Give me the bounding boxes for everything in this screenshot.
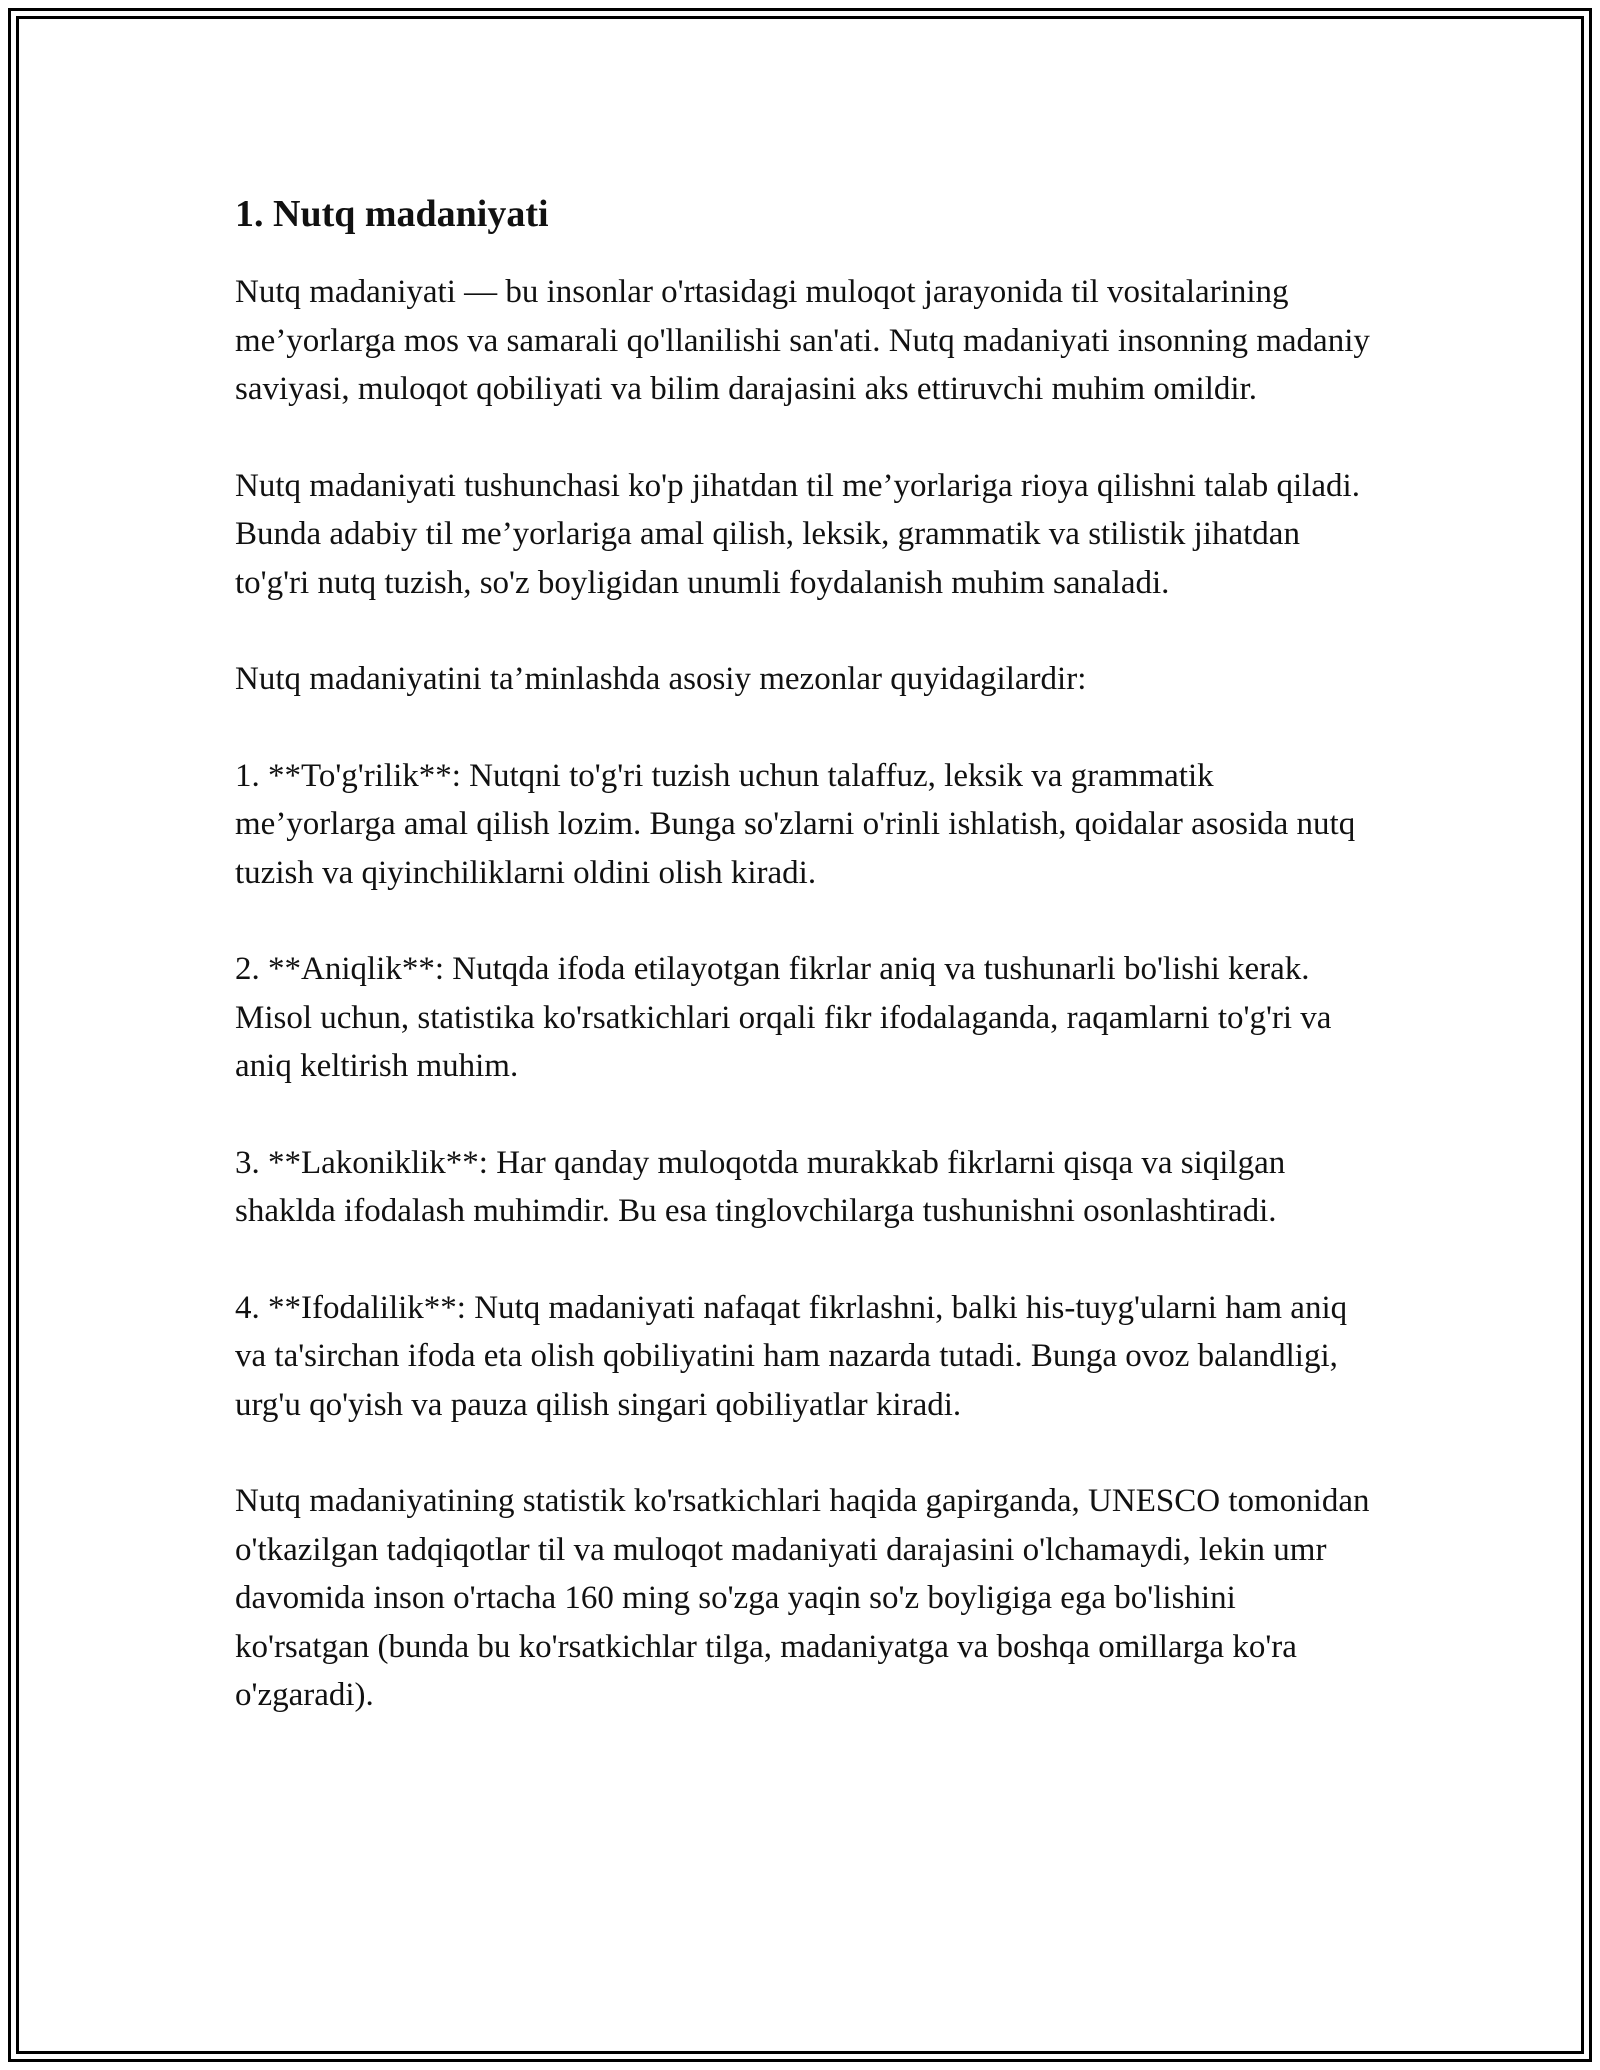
- paragraph-statistics: Nutq madaniyatining statistik ko'rsatkichlari haqida gapirganda, UNESCO tomonidan o'tkazilgan tadqiqotlar til va muloqot madaniyati darajasini o'lchamaydi, lekin umr davomida inson o'rtacha 160 ming so'zga yaqin so'z boyligiga ega bo'lishini ko'rsatgan (bunda bu ko'rsatkichlar tilga, madaniyatga va boshqa omillarga ko'ra o'zgaradi).: [235, 1483, 1370, 1713]
- list-item-correctness: 1. **To'g'rilik**: Nutqni to'g'ri tuzish uchun talaffuz, leksik va grammatik me’yorlarga amal qilish lozim. Bunga so'zlarni o'rinli ishlatish, qoidalar asosida nutq tuzish va qiyinchiliklarni oldini olish kiradi.: [235, 757, 1356, 891]
- paragraph-definition: Nutq madaniyati — bu insonlar o'rtasidagi muloqot jarayonida til vositalarining me’yorlarga mos va samarali qo'llanilishi san'ati. Nutq madaniyati insonning madaniy saviyasi, muloqot qobiliyati va bilim darajasini aks ettiruvchi muhim omildir.: [235, 274, 1370, 407]
- paragraph-norms: Nutq madaniyati tushunchasi ko'p jihatdan til me’yorlariga rioya qilishni talab qiladi. Bunda adabiy til me’yorlariga amal qilish, leksik, grammatik va stilistik jihatdan to'g'ri nutq tuzish, so'z boyligidan unumli foydalanish muhim sanaladi.: [235, 467, 1360, 601]
- list-item-accuracy: 2. **Aniqlik**: Nutqda ifoda etilayotgan fikrlar aniq va tushunarli bo'lishi kerak. Misol uchun, statistika ko'rsatkichlari orqali fikr ifodalaganda, raqamlarni to'g'ri va aniq keltirish muhim.: [235, 951, 1332, 1084]
- document-body: [235, 180, 1375, 1768]
- list-item-conciseness: 3. **Lakoniklik**: Har qanday muloqotda murakkab fikrlarni qisqa va siqilgan shaklda ifodalash muhimdir. Bu esa tinglovchilarga tushunishni osonlashtiradi.: [235, 1144, 1286, 1229]
- list-item-expressiveness: 4. **Ifodalilik**: Nutq madaniyati nafaqat fikrlashni, balki his-tuyg'ularni ham aniq va ta'sirchan ifoda eta olish qobiliyatini ham nazarda tutadi. Bunga ovoz balandligi, urg'u qo'yish va pauza qilish singari qobiliyatlar kiradi.: [235, 1289, 1348, 1423]
- section-heading: 1. Nutq madaniyati: [235, 193, 549, 235]
- paragraph-criteria-intro: Nutq madaniyatini ta’minlashda asosiy mezonlar quyidagilardir:: [235, 661, 1087, 697]
